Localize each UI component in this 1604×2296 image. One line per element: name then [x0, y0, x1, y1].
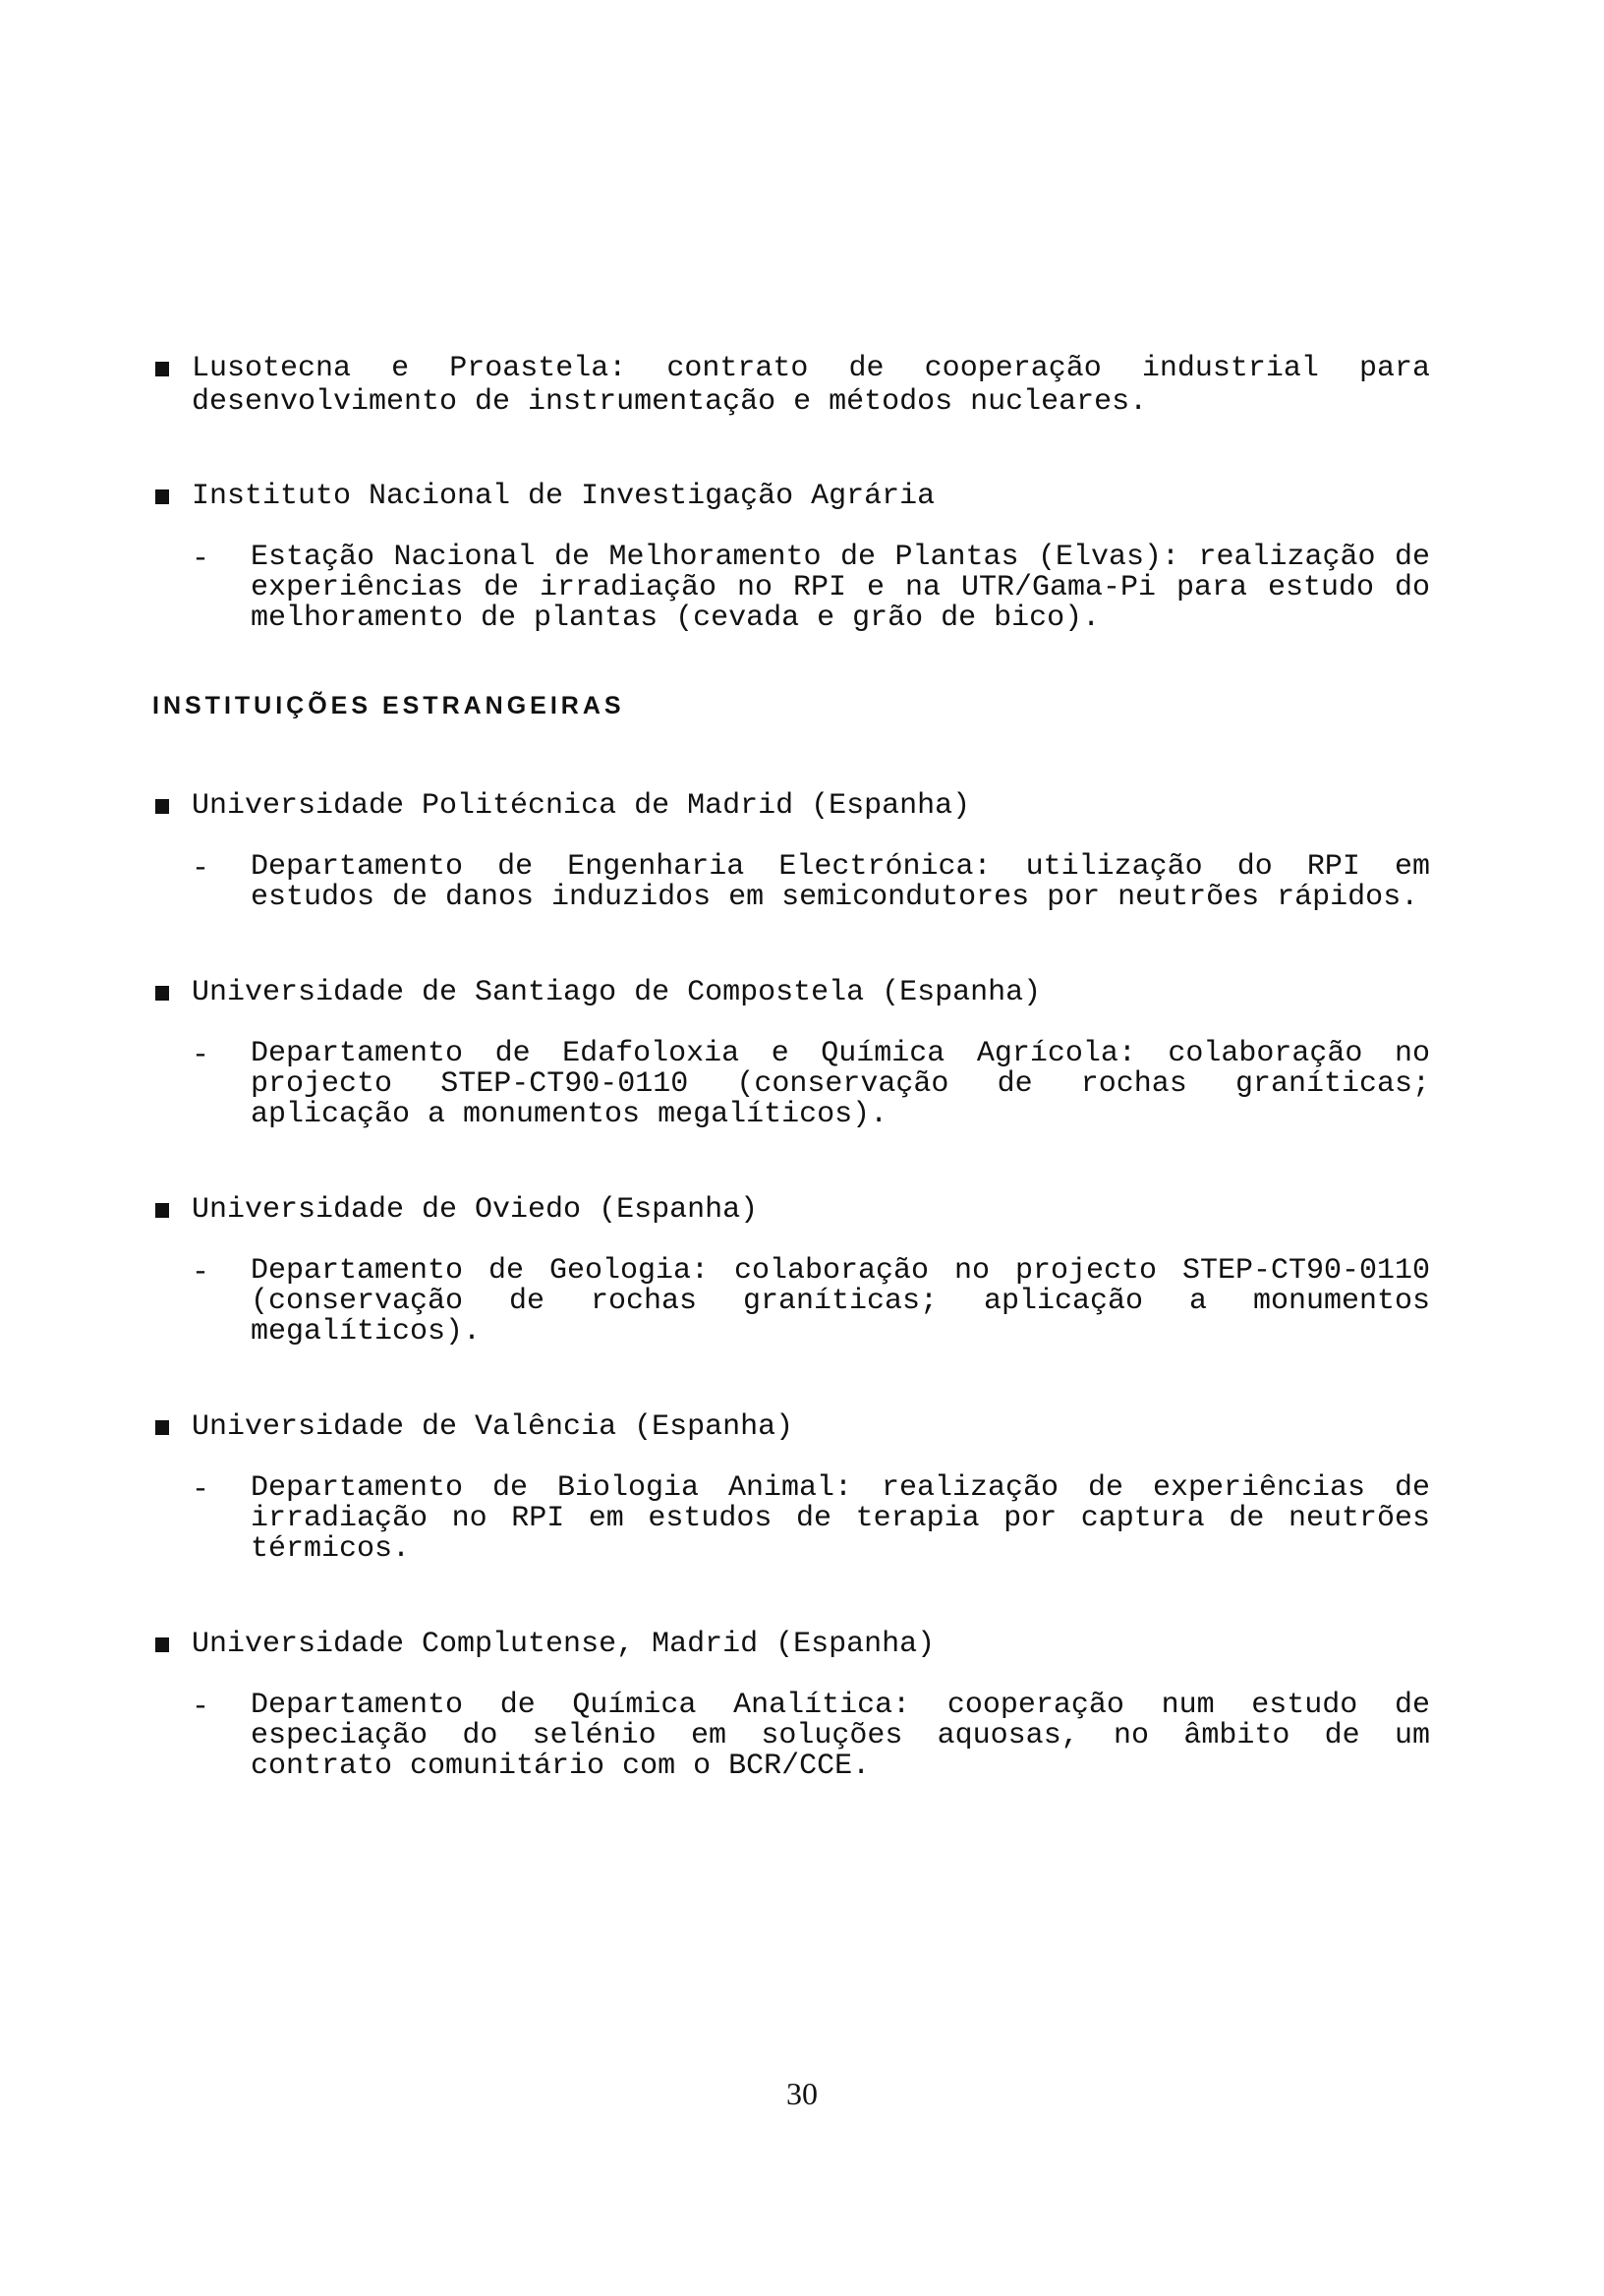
entry-inia: [152, 480, 1430, 513]
dash-marker: -: [192, 1039, 210, 1072]
bullet-square-icon: [155, 489, 169, 504]
entry-lusotecna: [152, 352, 1430, 419]
entry-valencia-detail: [152, 1473, 1430, 1565]
page-content: [152, 352, 1430, 1782]
bullet-square-icon: [155, 362, 169, 376]
dash-marker: -: [192, 852, 210, 886]
entry-title: Universidade de Valência (Espanha): [192, 1410, 794, 1444]
entry-detail: Departamento de Engenharia Electrónica: utilização do RPI em estudos de danos induzidos em semicondutores por neutrões rápidos.: [251, 850, 1430, 914]
entry-usc: [152, 976, 1430, 1009]
entry-oviedo-detail: [152, 1256, 1430, 1348]
entry-title: Lusotecna e Proastela: contrato de cooperação industrial para desenvolvimento de instrumentação e métodos nucleares.: [192, 352, 1430, 419]
bullet-square-icon: [155, 1420, 169, 1435]
entry-detail: Departamento de Química Analítica: cooperação num estudo de especiação do selénio em soluções aquosas, no âmbito de um contrato comunitário com o BCR/CCE.: [251, 1689, 1430, 1783]
entry-detail: Departamento de Edafoloxia e Química Agrícola: colaboração no projecto STEP-CT90-0110 (conservação de rochas graníticas; aplicação a monumentos megalíticos).: [251, 1037, 1430, 1131]
bullet-square-icon: [155, 986, 169, 1001]
entry-title: Universidade Complutense, Madrid (Espanha): [192, 1628, 936, 1661]
bullet-square-icon: [155, 1637, 169, 1652]
entry-inia-detail: [152, 543, 1430, 634]
dash-marker: -: [192, 1691, 210, 1724]
entry-title: Universidade de Santiago de Compostela (Espanha): [192, 976, 1042, 1009]
entry-title: Instituto Nacional de Investigação Agrária: [192, 480, 936, 513]
entry-upm-detail: [152, 852, 1430, 913]
bullet-square-icon: [155, 799, 169, 814]
entry-title: Universidade de Oviedo (Espanha): [192, 1193, 759, 1227]
entry-valencia: [152, 1410, 1430, 1444]
page-number: 30: [786, 2076, 818, 2111]
entry-detail: Departamento de Geologia: colaboração no projecto STEP-CT90-0110 (conservação de rochas graníticas; aplicação a monumentos megalíticos).: [251, 1254, 1430, 1349]
entry-complutense-detail: [152, 1691, 1430, 1782]
dash-marker: -: [192, 1473, 210, 1507]
entry-usc-detail: [152, 1039, 1430, 1130]
dash-marker: -: [192, 1256, 210, 1290]
entry-oviedo: [152, 1193, 1430, 1227]
entry-detail: Departamento de Biologia Animal: realização de experiências de irradiação no RPI em estudos de terapia por captura de neutrões térmicos.: [251, 1471, 1430, 1566]
section-heading: INSTITUIÇÕES ESTRANGEIRAS: [152, 692, 625, 719]
entry-detail: Estação Nacional de Melhoramento de Plantas (Elvas): realização de experiências de irradiação no RPI e na UTR/Gama-Pi para estudo do melhoramento de plantas (cevada e grão de bico).: [251, 541, 1430, 635]
bullet-square-icon: [155, 1203, 169, 1218]
entry-title: Universidade Politécnica de Madrid (Espanha): [192, 789, 971, 823]
entry-upm: [152, 789, 1430, 823]
entry-complutense: [152, 1628, 1430, 1661]
dash-marker: -: [192, 543, 210, 576]
